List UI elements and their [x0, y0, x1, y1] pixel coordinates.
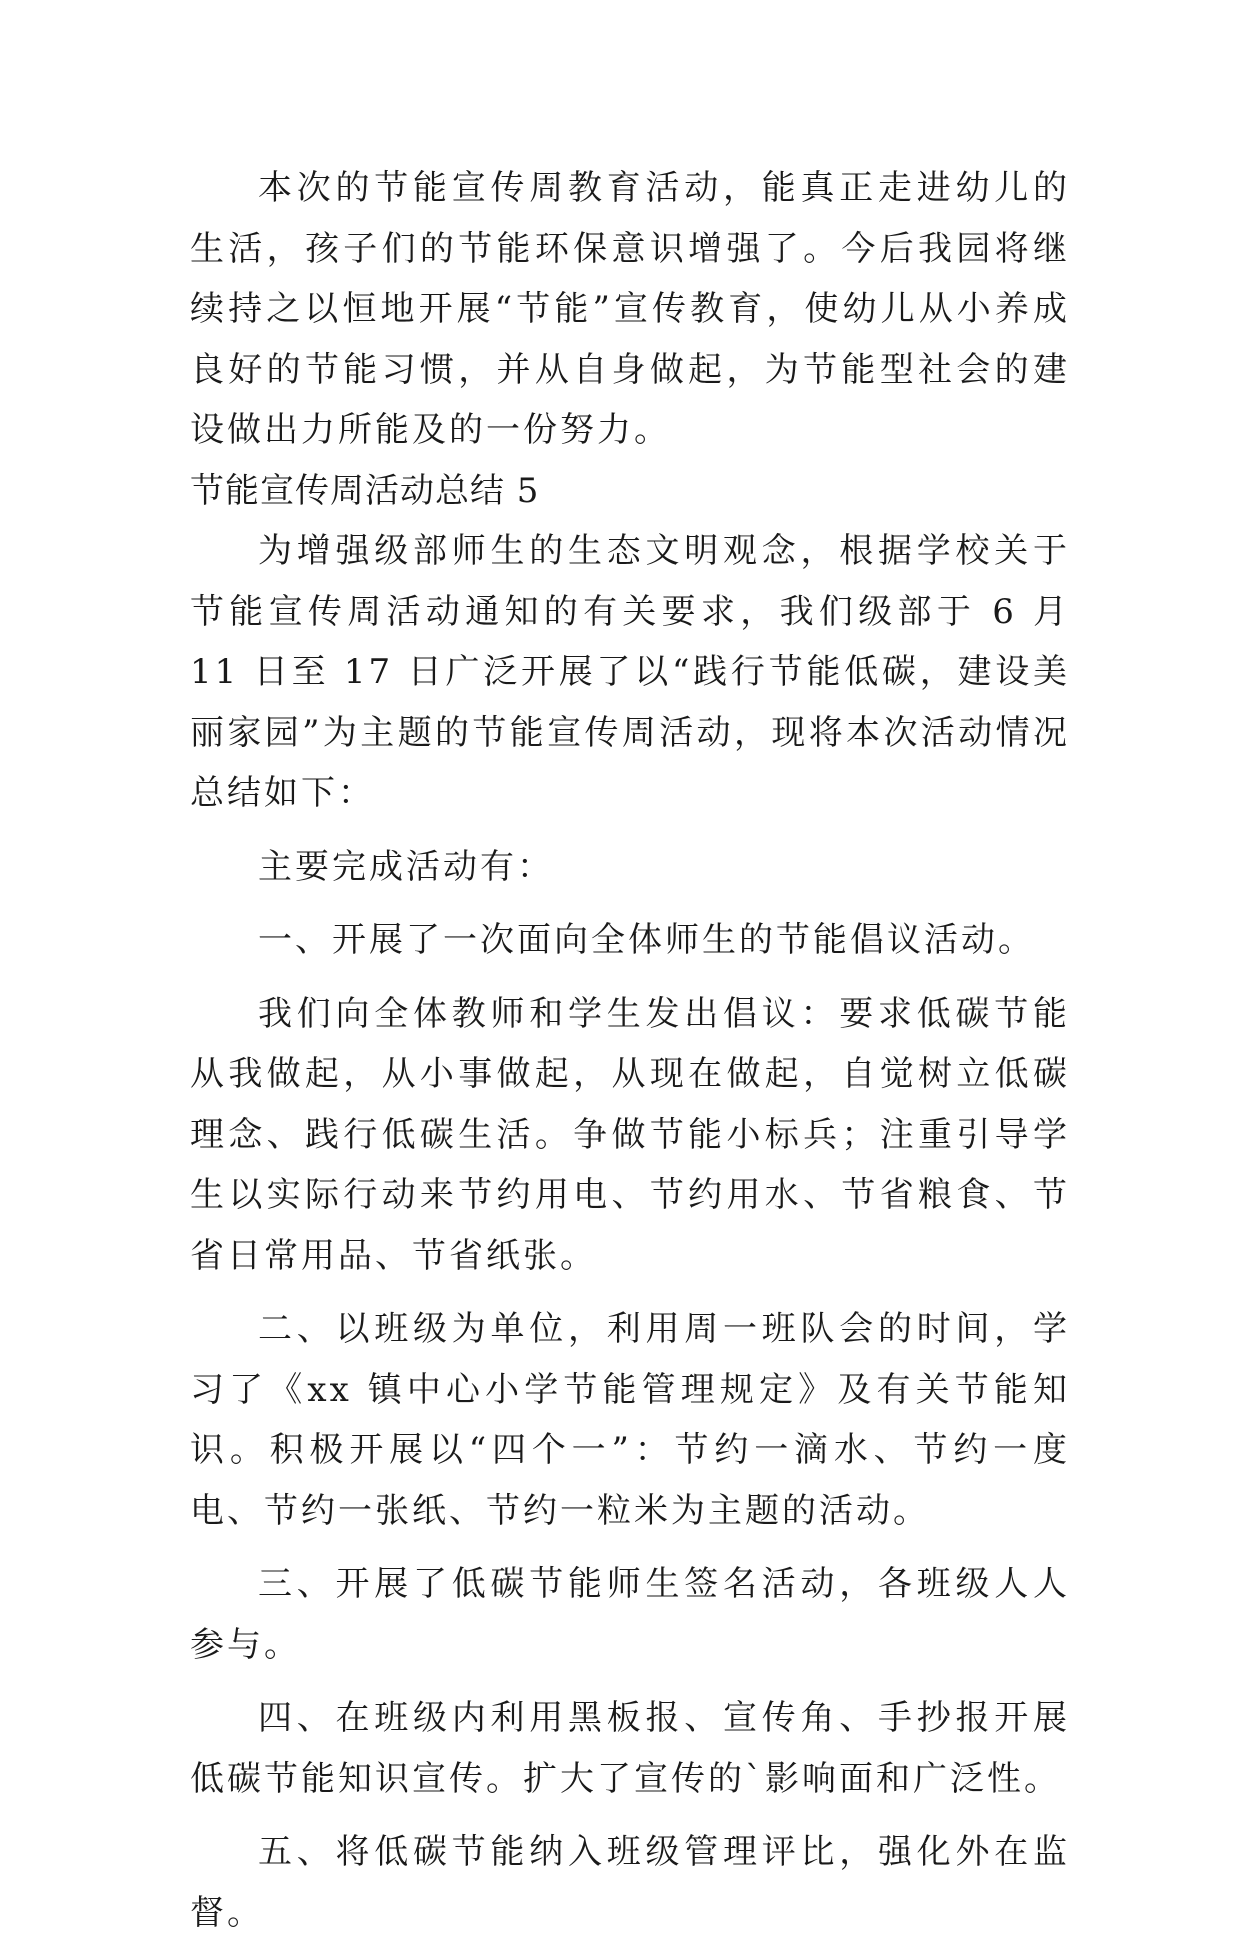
paragraph-item-1-detail: 我们向全体教师和学生发出倡议：要求低碳节能从我做起，从小事做起，从现在做起，自觉树立低碳理念、践行低碳生活。争做节能小标兵；注重引导学生以实际行动来节约用电、节约用水、节省粮食、节省日常用品、节省纸张。 [190, 993, 1070, 1276]
paragraph-intro: 为增强级部师生的生态文明观念，根据学校关于节能宣传周活动通知的有关要求，我们级部于 6 月 11 日至 17 日广泛开展了以“践行节能低碳，建设美丽家园”为主题的节能宣传周活动，现将本次活动情况总结如下： [190, 531, 1070, 813]
paragraph-item-5: 五、将低碳节能纳入班级管理评比，强化外在监督。 [190, 1832, 1070, 1933]
paragraph-item-4: 四、在班级内利用黑板报、宣传角、手抄报开展低碳节能知识宣传。扩大了宣传的`影响面和广泛性。 [190, 1698, 1070, 1799]
document-body [190, 158, 1070, 1943]
paragraph-conclusion: 本次的节能宣传周教育活动，能真正走进幼儿的生活，孩子们的节能环保意识增强了。今后我园将继续持之以恒地开展“节能”宣传教育，使幼儿从小养成良好的节能习惯，并从自身做起，为节能型社会的建设做出力所能及的一份努力。 [190, 168, 1070, 450]
section-heading: 节能宣传周活动总结 5 [190, 470, 540, 511]
paragraph-item-1: 一、开展了一次面向全体师生的节能倡议活动。 [258, 920, 1035, 960]
paragraph-item-2: 二、以班级为单位，利用周一班队会的时间，学习了《xx 镇中心小学节能管理规定》及有关节能知识。积极开展以“四个一”：节约一滴水、节约一度电、节约一张纸、节约一粒米为主题的活动。 [190, 1309, 1070, 1531]
paragraph-item-3: 三、开展了低碳节能师生签名活动，各班级人人参与。 [190, 1564, 1070, 1665]
paragraph-activities-lead: 主要完成活动有： [258, 846, 554, 887]
